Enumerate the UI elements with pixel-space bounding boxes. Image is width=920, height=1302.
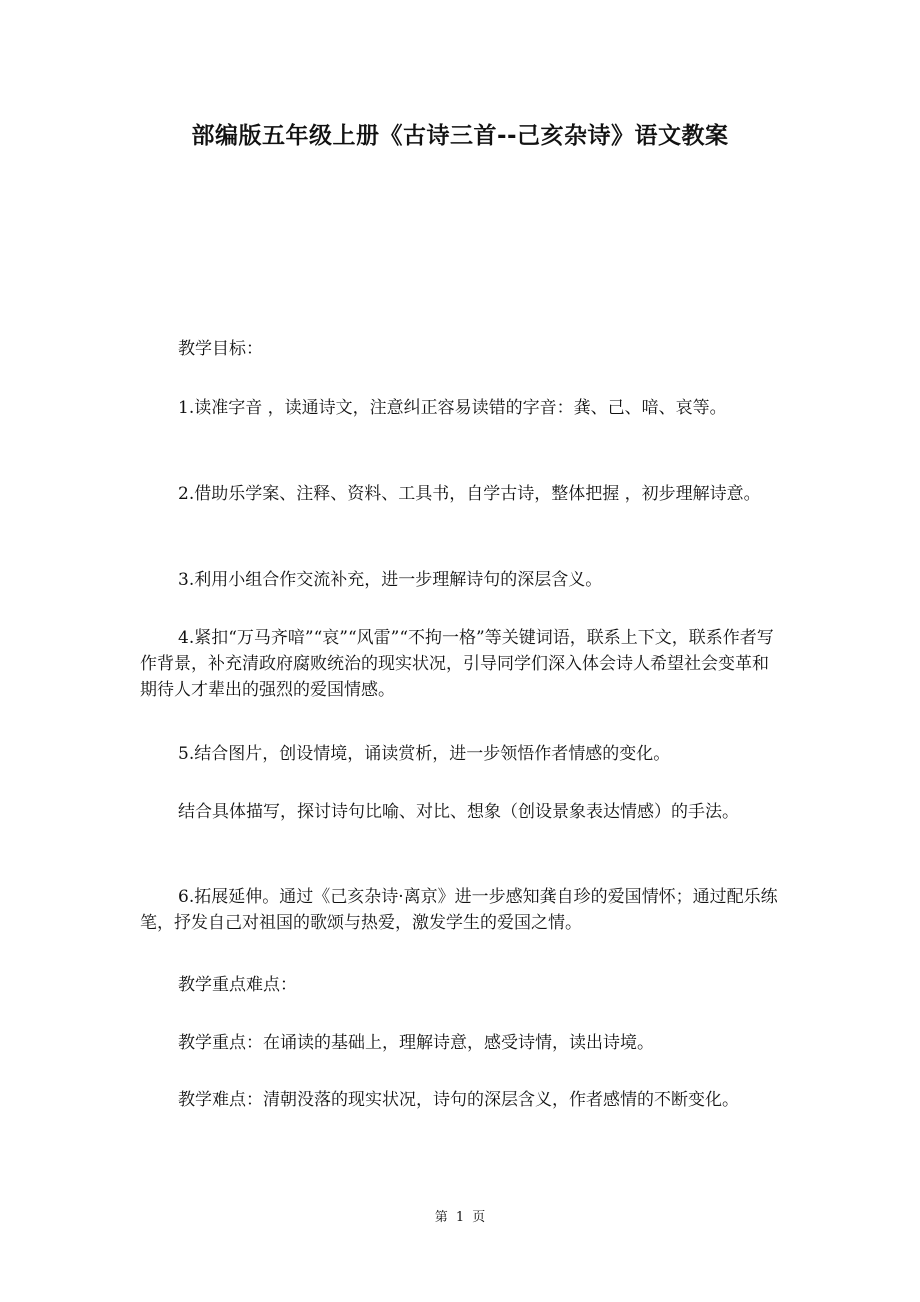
footer-suffix: 页: [472, 1210, 486, 1225]
footer-page-number: 1: [455, 1210, 465, 1225]
paragraph-objective-2: 2.借助乐学案、注释、资料、工具书，自学古诗，整体把握 ，初步理解诗意。: [178, 484, 761, 504]
paragraph-objective-1: 1.读准字音 ，读通诗文，注意纠正容易读错的字音：龚、己、喑、哀等。: [178, 398, 727, 418]
paragraph-difficulty: 教学难点：清朝没落的现实状况，诗句的深层含义，作者感情的不断变化。: [178, 1090, 739, 1110]
page-footer: [0, 1209, 920, 1227]
paragraph-objective-5-detail: 结合具体描写，探讨诗句比喻、对比、想象（创设景象表达情感）的手法。: [178, 802, 739, 822]
paragraph-objective-3: 3.利用小组合作交流补充，进一步理解诗句的深层含义。: [178, 570, 603, 590]
footer-prefix: 第: [434, 1210, 448, 1225]
paragraph-objectives-heading: 教学目标：: [178, 339, 263, 359]
paragraph-objective-4: 4.紧扣“万马齐喑”“哀”“风雷”“不拘一格”等关键词语，联系上下文，联系作者写作背景，补充清政府腐败统治的现实状况，引导同学们深入体会诗人希望社会变革和期待人才辈出的强烈的爱国情感。: [140, 628, 774, 700]
paragraph-key-point: 教学重点：在诵读的基础上，理解诗意，感受诗情，读出诗境。: [178, 1033, 654, 1053]
paragraph-key-points-heading: 教学重点难点：: [178, 975, 297, 995]
document-title: 部编版五年级上册《古诗三首--己亥杂诗》语文教案: [191, 123, 729, 149]
paragraph-objective-5: 5.结合图片，创设情境，诵读赏析，进一步领悟作者情感的变化。: [178, 744, 671, 764]
paragraph-objective-6: 6.拓展延伸。通过《己亥杂诗·离京》进一步感知龚自珍的爱国情怀；通过配乐练笔，抒发自己对祖国的歌颂与热爱，激发学生的爱国之情。: [140, 887, 778, 933]
